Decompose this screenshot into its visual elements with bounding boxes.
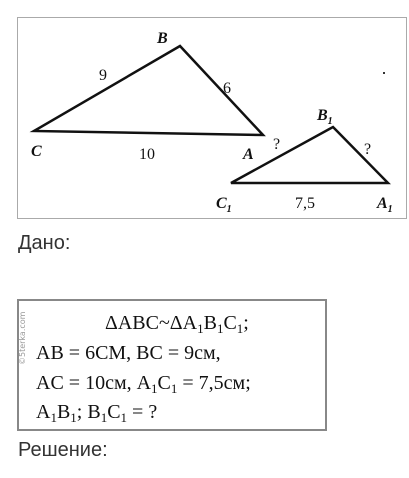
side-ba-label: 6 xyxy=(223,80,231,97)
watermark: ©5terka.com xyxy=(18,311,27,365)
scan-dot xyxy=(383,72,385,74)
side-c1a1-label: 7,5 xyxy=(295,195,315,212)
triangles-figure xyxy=(17,17,407,219)
similarity-statement: $\Delta ABC\sim\Delta A_1B_1C_1$; xyxy=(105,312,249,336)
vertex-b-label: B xyxy=(157,30,168,47)
side-c1b1-question: ? xyxy=(273,136,281,153)
given-ac-a1c1: AC = 10см, $A_1C_1 = 7,5см$; xyxy=(36,372,251,396)
vertex-b1-label: $B_1$ xyxy=(317,107,333,127)
find-statement: $A_1B_1$; $B_1C_1$ = ? xyxy=(36,401,158,425)
side-b1a1-question: ? xyxy=(364,141,372,158)
triangles-drawing xyxy=(18,18,408,220)
given-ab-bc: AB = 6СМ, BC = 9см, xyxy=(36,342,221,364)
solution-heading: Решение: xyxy=(18,439,108,461)
vertex-a1-label: $A_1$ xyxy=(377,195,393,215)
side-cb-label: 9 xyxy=(99,67,107,84)
vertex-a-label: A xyxy=(243,146,254,163)
vertex-c-label: C xyxy=(31,143,42,160)
side-ca-label: 10 xyxy=(139,146,155,163)
given-heading: Дано: xyxy=(18,232,71,254)
vertex-c1-label: $C_1$ xyxy=(216,195,232,215)
given-conditions-box xyxy=(17,299,327,431)
